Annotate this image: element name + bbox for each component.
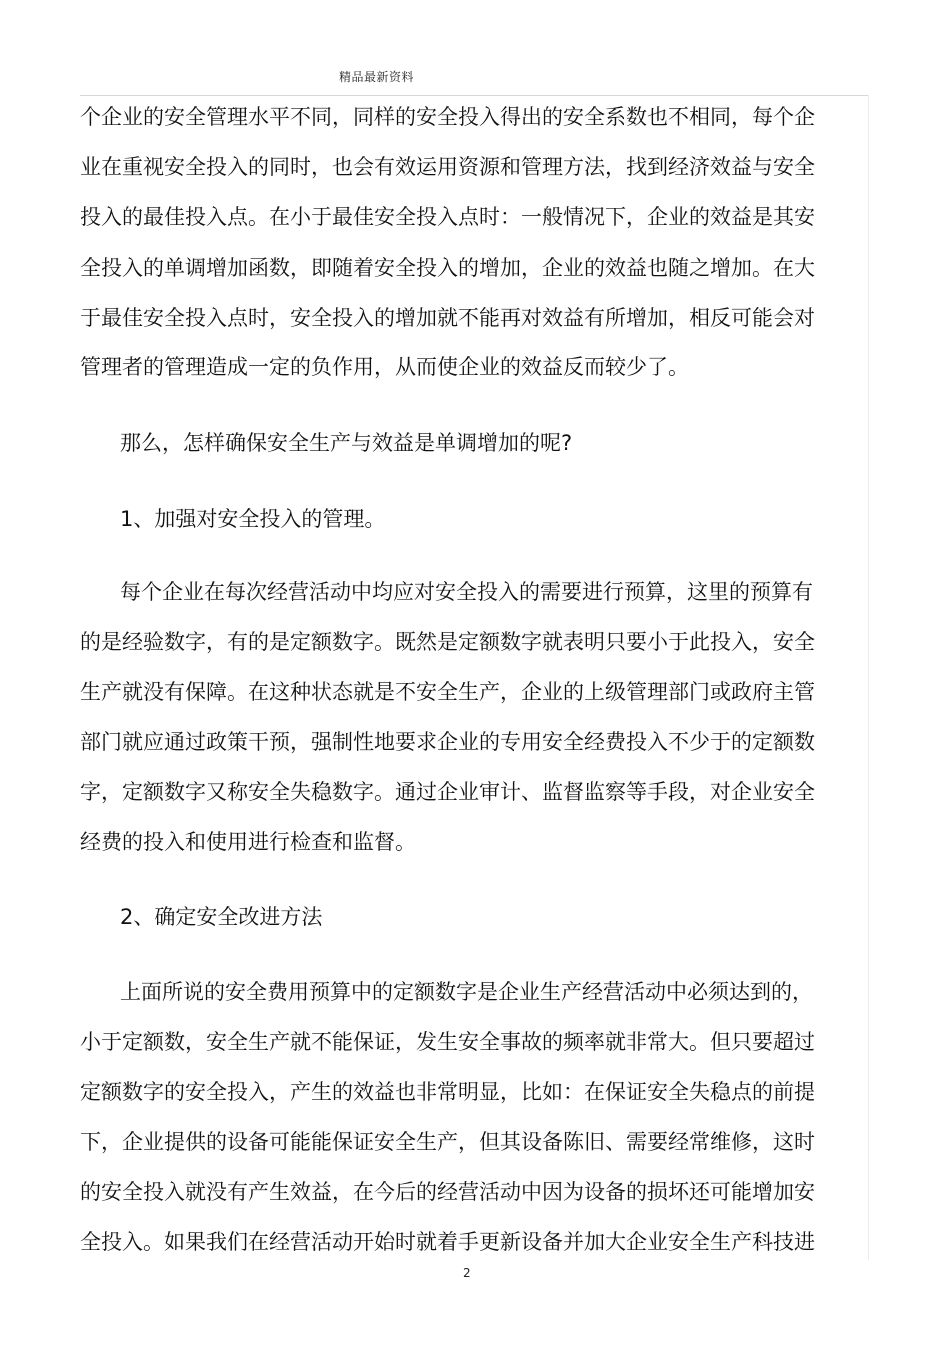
body-line: 投入的最佳投入点。在小于最佳安全投入点时：一般情况下，企业的效益是其安 <box>80 205 815 229</box>
body-line: 业在重视安全投入的同时，也会有效运用资源和管理方法，找到经济效益与安全 <box>80 155 815 179</box>
body-line: 个企业的安全管理水平不同，同样的安全投入得出的安全系数也不相同，每个企 <box>80 105 815 129</box>
section-heading-2: 2、确定安全改进方法 <box>120 905 323 929</box>
page-header-title: 精品最新资料 <box>339 70 415 84</box>
header-divider <box>80 95 869 96</box>
body-line: 的安全投入就没有产生效益，在今后的经营活动中因为设备的损坏还可能增加安 <box>80 1180 815 1204</box>
body-paragraph-question: 那么，怎样确保安全生产与效益是单调增加的呢? <box>120 431 573 455</box>
page-number: 2 <box>463 1266 471 1280</box>
body-line: 上面所说的安全费用预算中的定额数字是企业生产经营活动中必须达到的， <box>120 980 813 1004</box>
section-heading-1: 1、加强对安全投入的管理。 <box>120 507 386 531</box>
body-line: 经费的投入和使用进行检查和监督。 <box>80 830 416 854</box>
body-line: 定额数字的安全投入，产生的效益也非常明显，比如：在保证安全失稳点的前提 <box>80 1080 815 1104</box>
body-line: 下，企业提供的设备可能能保证安全生产，但其设备陈旧、需要经常维修，这时 <box>80 1130 815 1154</box>
body-line: 于最佳安全投入点时，安全投入的增加就不能再对效益有所增加，相反可能会对 <box>80 306 815 330</box>
body-line: 全投入的单调增加函数，即随着安全投入的增加，企业的效益也随之增加。在大 <box>80 256 815 280</box>
body-line: 小于定额数，安全生产就不能保证，发生安全事故的频率就非常大。但只要超过 <box>80 1030 815 1054</box>
body-line: 的是经验数字，有的是定额数字。既然是定额数字就表明只要小于此投入，安全 <box>80 630 815 654</box>
body-line: 字，定额数字又称安全失稳数字。通过企业审计、监督监察等手段，对企业安全 <box>80 780 815 804</box>
body-line: 生产就没有保障。在这种状态就是不安全生产，企业的上级管理部门或政府主管 <box>80 680 815 704</box>
body-line: 每个企业在每次经营活动中均应对安全投入的需要进行预算，这里的预算有 <box>120 580 813 604</box>
body-line: 全投入。如果我们在经营活动开始时就着手更新设备并加大企业安全生产科技进 <box>80 1230 815 1254</box>
body-line: 部门就应通过政策干预，强制性地要求企业的专用安全经费投入不少于的定额数 <box>80 730 815 754</box>
right-margin-rule <box>868 95 869 1260</box>
body-line: 管理者的管理造成一定的负作用，从而使企业的效益反而较少了。 <box>80 355 689 379</box>
